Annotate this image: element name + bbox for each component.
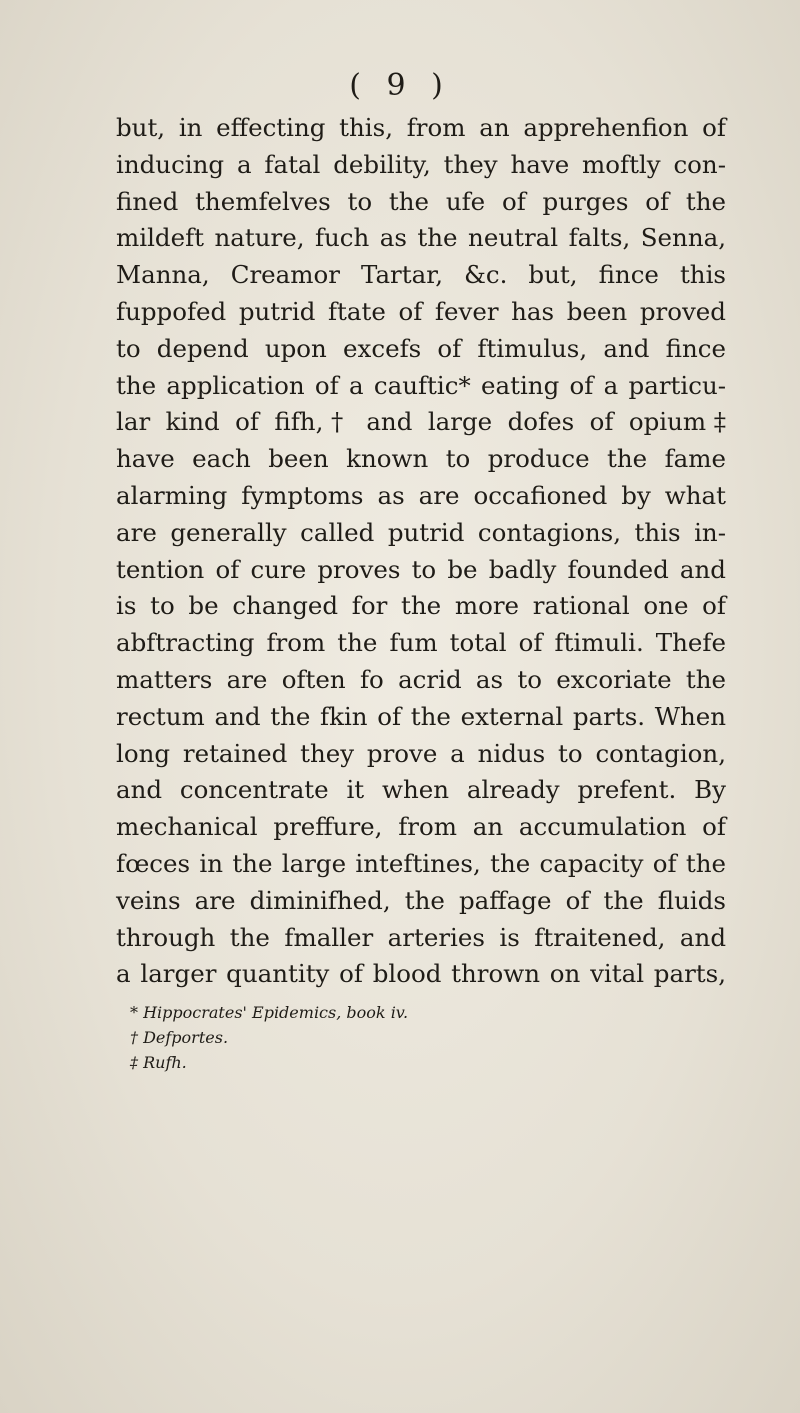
text-line: inducing a fatal debility, they have moftly con- [116, 149, 726, 179]
text-line: tention of cure proves to be badly founded and [116, 554, 726, 584]
text-line: through the fmaller arteries is ftraitened, and [116, 922, 726, 952]
text-line: is to be changed for the more rational one of [116, 591, 726, 621]
page-number: ( 9 ) [349, 68, 451, 103]
text-line: have each been known to produce the fame [116, 444, 726, 474]
footnotes [130, 1000, 690, 1075]
text-line: abftracting from the fum total of ftimuli. Thefe [116, 628, 726, 658]
text-line: a larger quantity of blood thrown on vital parts, [116, 959, 726, 989]
footnote-hippocrates: * Hippocrates' Epidemics, book iv. [130, 1003, 409, 1022]
text-line: fœces in the large inteftines, the capacity of the [116, 848, 726, 878]
text-line: alarming fymptoms as are occafioned by what [116, 480, 726, 510]
text-line: to depend upon excefs of ftimulus, and fince [116, 333, 726, 363]
text-line: lar kind of fifh,† and large dofes of opium‡ [116, 407, 726, 437]
text-line: matters are often fo acrid as to excoriate the [116, 664, 726, 694]
text-line: fined themfelves to the ufe of purges of the [116, 186, 726, 216]
text-line: are generally called putrid contagions, this in- [116, 517, 726, 547]
text-line: but, in effecting this, from an apprehenfion of [116, 113, 726, 142]
text-line: the application of a cauftic* eating of a particu- [116, 370, 726, 400]
text-line: fuppofed putrid ftate of fever has been proved [116, 296, 726, 326]
text-line: rectum and the fkin of the external parts. When [116, 701, 726, 731]
text-line: and concentrate it when already prefent. By [116, 775, 726, 805]
footnote-rush: ‡ Rufh. [130, 1053, 187, 1072]
footnote-desportes: † Defportes. [130, 1028, 229, 1047]
text-line: Manna, Creamor Tartar, &c. but, fince this [116, 260, 726, 290]
text-line: veins are diminifhed, the paffage of the fluids [116, 885, 726, 915]
text-line: long retained they prove a nidus to contagion, [116, 738, 726, 768]
body-text [116, 110, 726, 993]
text-line: mildeft nature, fuch as the neutral falts, Senna, [116, 223, 726, 253]
text-line: mechanical preffure, from an accumulation of [116, 812, 726, 842]
